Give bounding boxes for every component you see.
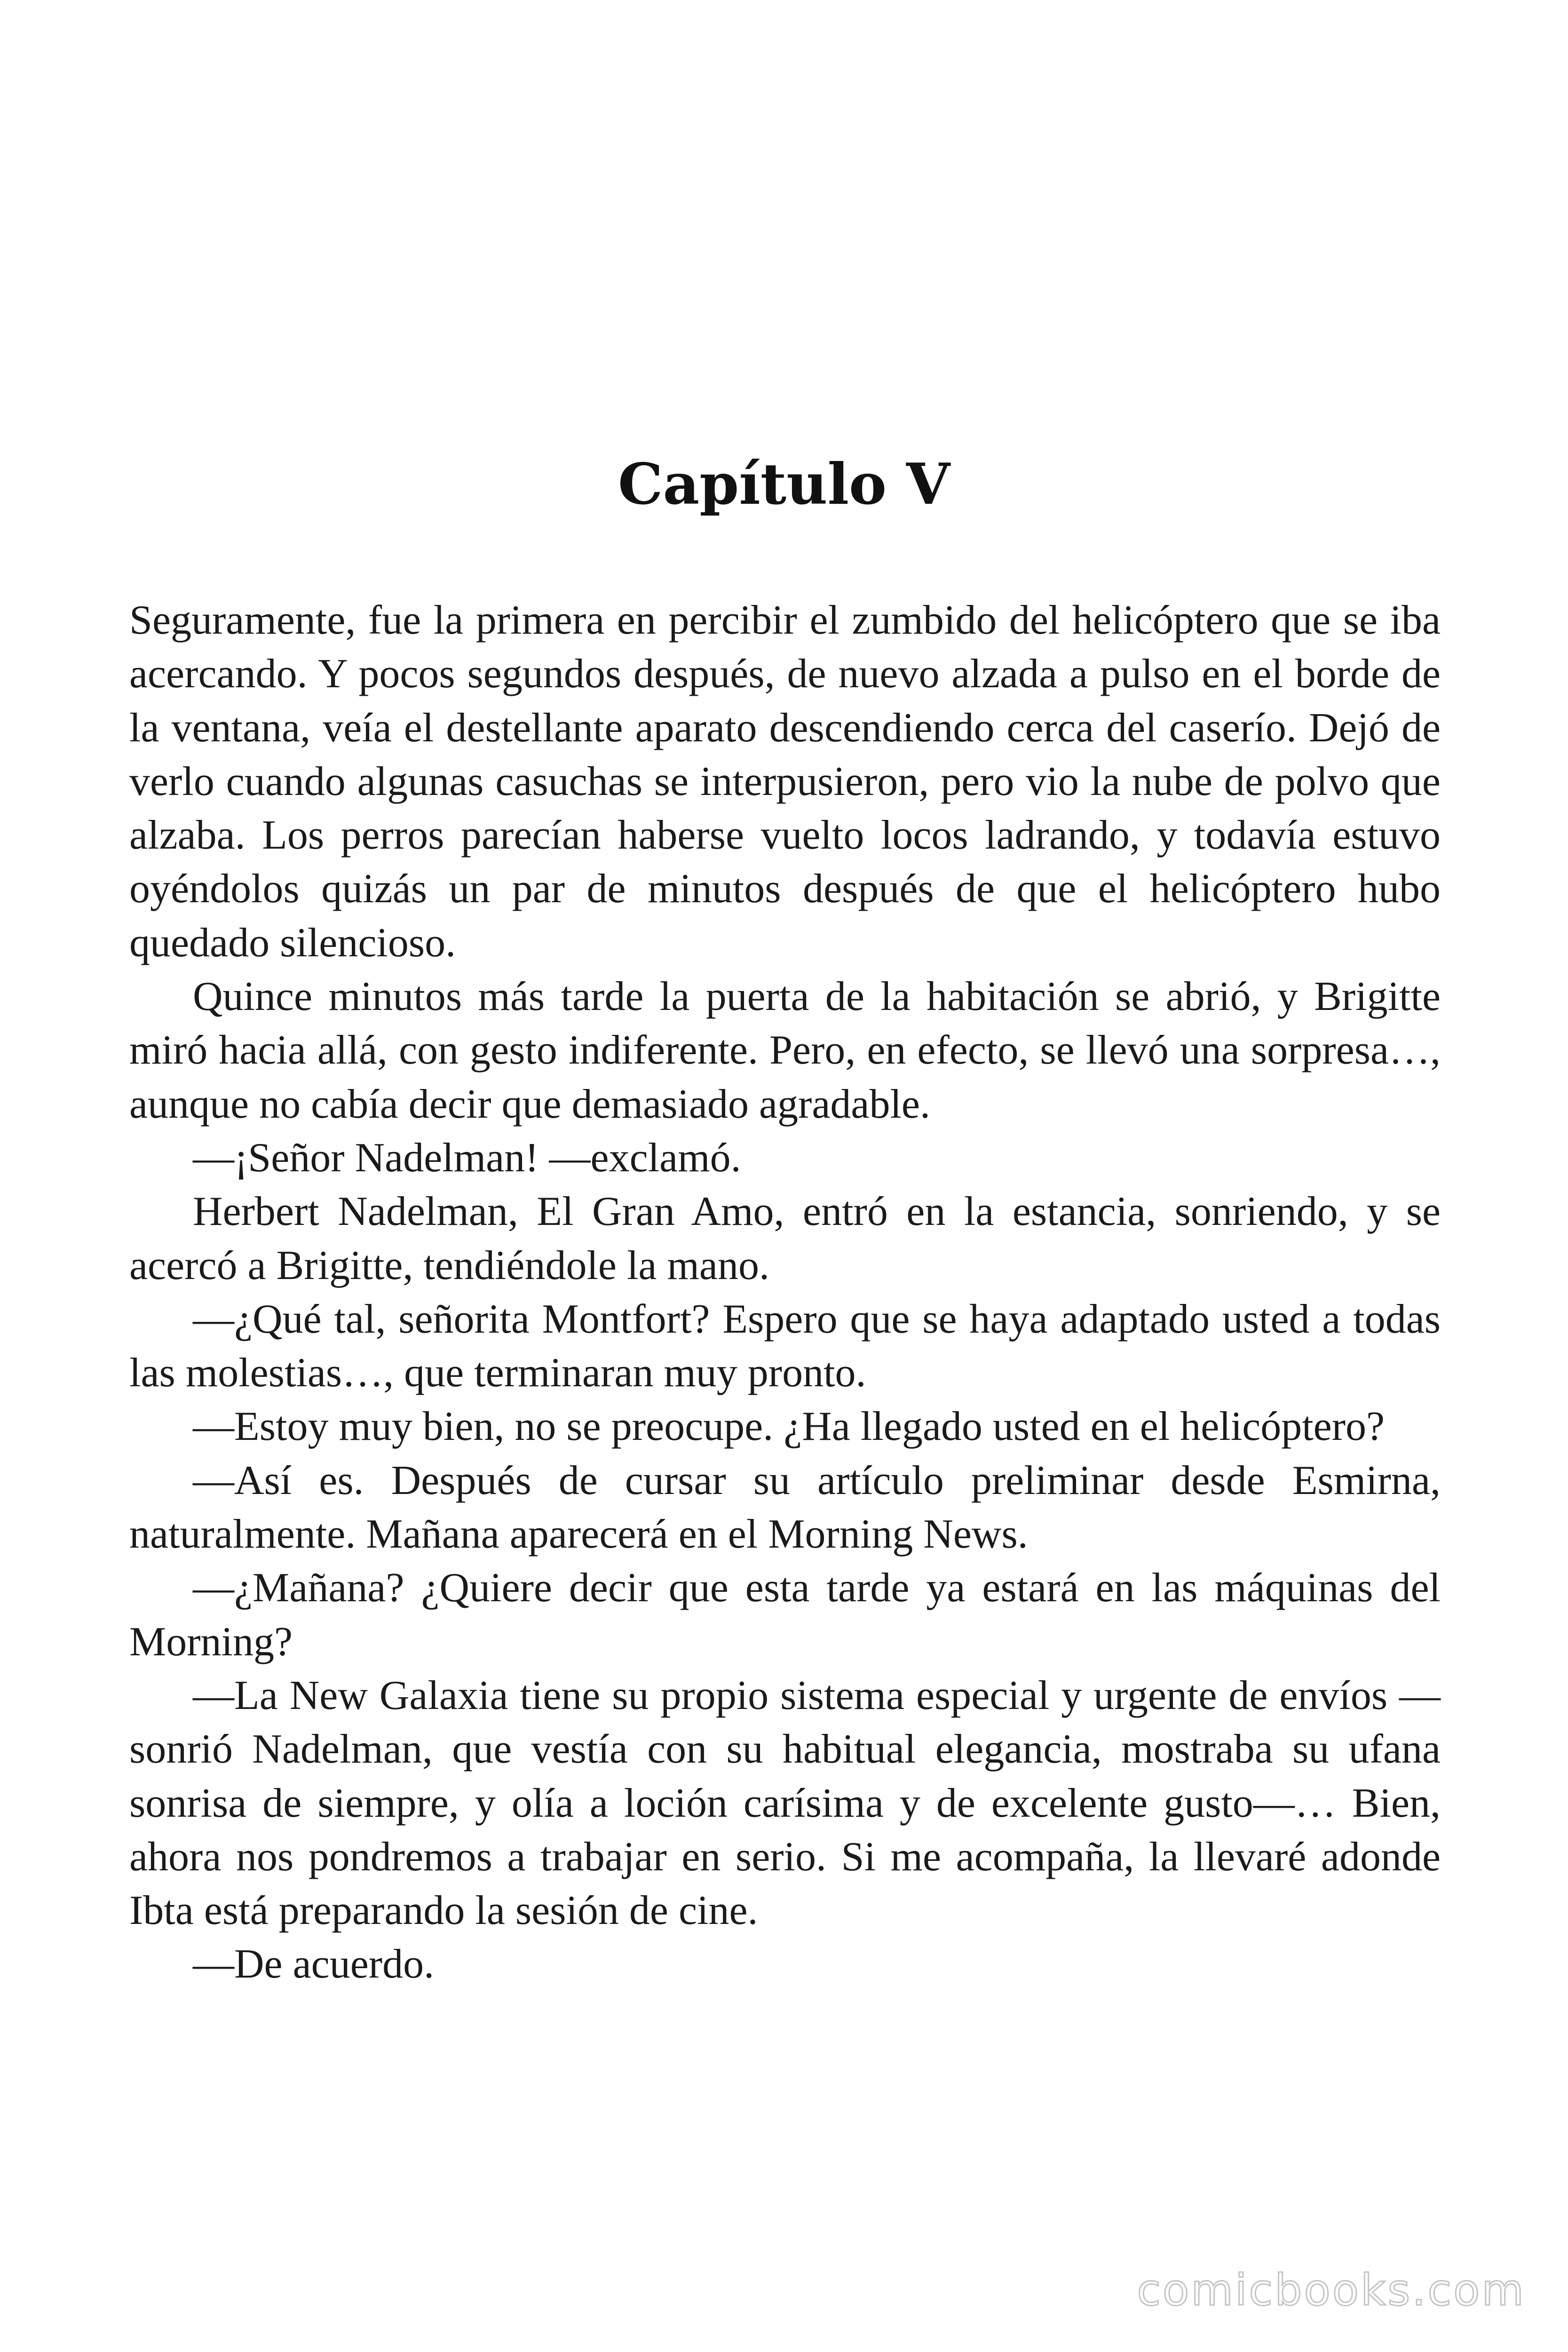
paragraph: —¿Mañana? ¿Quiere decir que esta tarde ya estará en las máquinas del Morning?: [129, 1565, 1441, 1665]
chapter-title: Capítulo V: [618, 451, 950, 517]
paragraph: —Estoy muy bien, no se preocupe. ¿Ha llegado usted en el helicóptero?: [193, 1404, 1385, 1450]
paragraph: —¿Qué tal, señorita Montfort? Espero que se haya adaptado usted a todas las molestias…, que terminaran muy pronto.: [129, 1296, 1441, 1396]
paragraph: —¡Señor Nadelman! —exclamó.: [193, 1135, 741, 1181]
paragraph: —La New Galaxia tiene su propio sistema especial y urgente de envíos —sonrió Nadelman, que vestía con su habitual elegancia, mostraba su ufana sonrisa de siempre, y olía a loción carísima y de excelente gusto—… Bien, ahora nos pondremos a trabajar en serio. Si me acompaña, la llevaré adonde Ibta está preparando la sesión de cine.: [129, 1672, 1441, 1934]
paragraph: Quince minutos más tarde la puerta de la habitación se abrió, y Brigitte miró hacia allá, con gesto indiferente. Pero, en efecto, se llevó una sorpresa…, aunque no cabía decir que demasiado agradable.: [129, 974, 1441, 1127]
paragraph: Seguramente, fue la primera en percibir el zumbido del helicóptero que se iba acercando. Y pocos segundos después, de nuevo alzada a pulso en el borde de la ventana, veía el destellante aparato descendiendo cerca del caserío. Dejó de verlo cuando algunas casuchas se interpusieron, pero vio la nube de polvo que alzaba. Los perros parecían haberse vuelto locos ladrando, y todavía estuvo oyéndolos quizás un par de minutos después de que el helicóptero hubo quedado silencioso.: [129, 597, 1441, 966]
chapter-body: [129, 594, 1441, 1992]
paragraph: —Así es. Después de cursar su artículo preliminar desde Esmirna, naturalmente. Mañana aparecerá en el Morning News.: [129, 1457, 1441, 1557]
paragraph: —De acuerdo.: [193, 1941, 435, 1987]
watermark: comicbooks.com: [1137, 2265, 1526, 2315]
paragraph: Herbert Nadelman, El Gran Amo, entró en la estancia, sonriendo, y se acercó a Brigitte, tendiéndole la mano.: [129, 1189, 1441, 1288]
